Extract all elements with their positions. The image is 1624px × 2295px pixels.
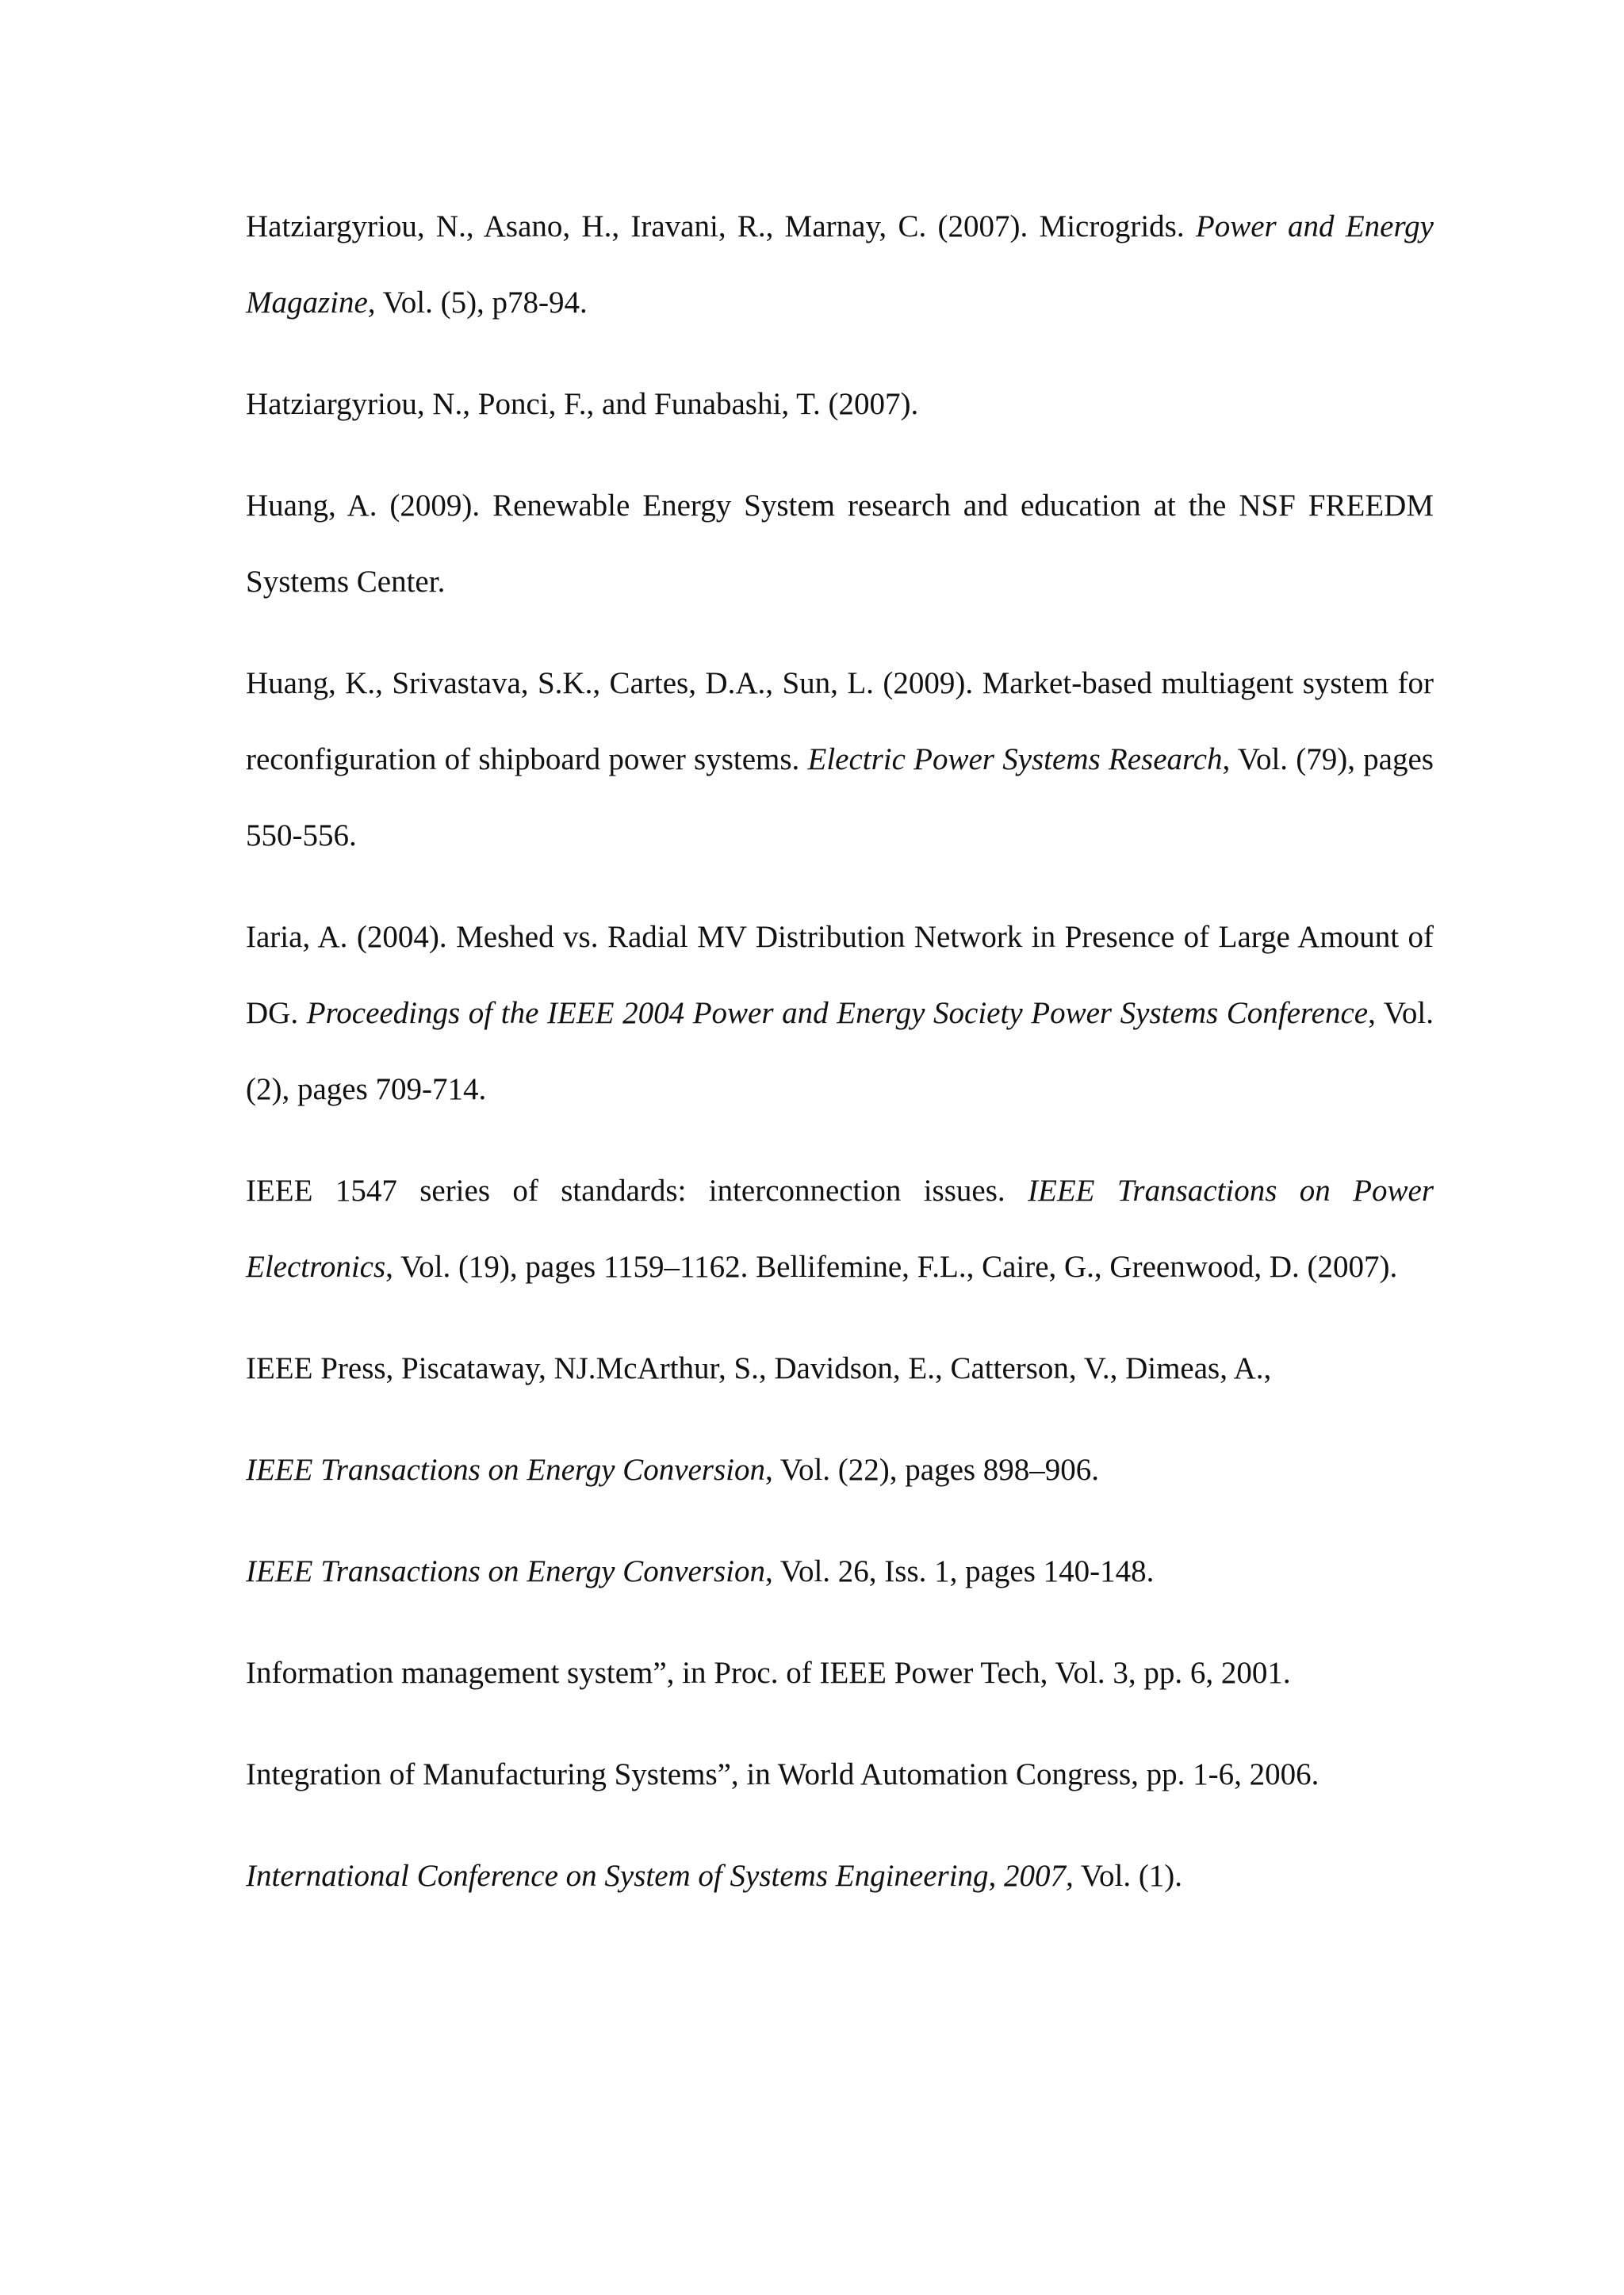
reference-journal: Power and Energy Magazine, — [246, 209, 1434, 320]
reference-journal: Proceedings of the IEEE 2004 Power and Energy Society Power Systems Conference — [306, 996, 1369, 1030]
reference-entry — [246, 1153, 1434, 1305]
reference-entry — [246, 646, 1434, 874]
reference-entry — [246, 1534, 1434, 1610]
reference-text: , Vol. (2), pages 709-714. — [246, 996, 1434, 1106]
reference-list — [246, 189, 1434, 1940]
reference-text: , Vol. 26, Iss. 1, pages 140-148. — [765, 1554, 1155, 1588]
reference-entry — [246, 899, 1434, 1128]
reference-entry — [246, 1432, 1434, 1508]
reference-entry — [246, 1331, 1434, 1407]
reference-journal: IEEE Transactions on Power Electronics — [246, 1174, 1434, 1284]
reference-text: , Vol. (19), pages 1159–1162. Bellifemine, F.L., Caire, G., Greenwood, D. (2007). — [385, 1250, 1398, 1284]
reference-text: Vol. (1). — [1073, 1859, 1183, 1893]
reference-text: Information management system”, in Proc. of IEEE Power Tech, Vol. 3, pp. 6, 2001. — [246, 1656, 1291, 1690]
reference-text: Hatziargyriou, N., Ponci, F., and Funabashi, T. (2007). — [246, 387, 919, 421]
reference-entry — [246, 468, 1434, 620]
reference-journal: IEEE Transactions on Energy Conversion — [246, 1453, 766, 1487]
reference-journal: International Conference on System of Systems Engineering, 2007, — [246, 1859, 1074, 1893]
reference-text: Huang, K., Srivastava, S.K., Cartes, D.A., Sun, L. (2009). Market-based multiagent system for reconfiguration of shipboard power systems. — [246, 666, 1434, 776]
reference-text: Vol. (5), p78-94. — [375, 285, 588, 320]
reference-entry — [246, 1838, 1434, 1914]
reference-text: Iaria, A. (2004). Meshed vs. Radial MV Distribution Network in Presence of Large Amount of DG. — [246, 920, 1434, 1030]
reference-text: IEEE 1547 series of standards: interconnection issues. — [246, 1174, 1028, 1208]
reference-journal: IEEE Transactions on Energy Conversion — [246, 1554, 766, 1588]
reference-text: , Vol. (79), pages 550-556. — [246, 742, 1434, 852]
reference-text: Hatziargyriou, N., Asano, H., Iravani, R., Marnay, C. (2007). Microgrids. — [246, 209, 1196, 243]
reference-journal: Electric Power Systems Research — [807, 742, 1223, 776]
reference-text: Huang, A. (2009). Renewable Energy System research and education at the NSF FREEDM Systems Center. — [246, 489, 1434, 599]
reference-text: Integration of Manufacturing Systems”, in World Automation Congress, pp. 1-6, 2006. — [246, 1757, 1320, 1791]
reference-entry — [246, 366, 1434, 443]
reference-entry — [246, 1737, 1434, 1813]
reference-text: , Vol. (22), pages 898–906. — [765, 1453, 1100, 1487]
reference-entry — [246, 1635, 1434, 1711]
reference-text: IEEE Press, Piscataway, NJ.McArthur, S., Davidson, E., Catterson, V., Dimeas, A., — [246, 1351, 1272, 1385]
reference-entry — [246, 189, 1434, 341]
